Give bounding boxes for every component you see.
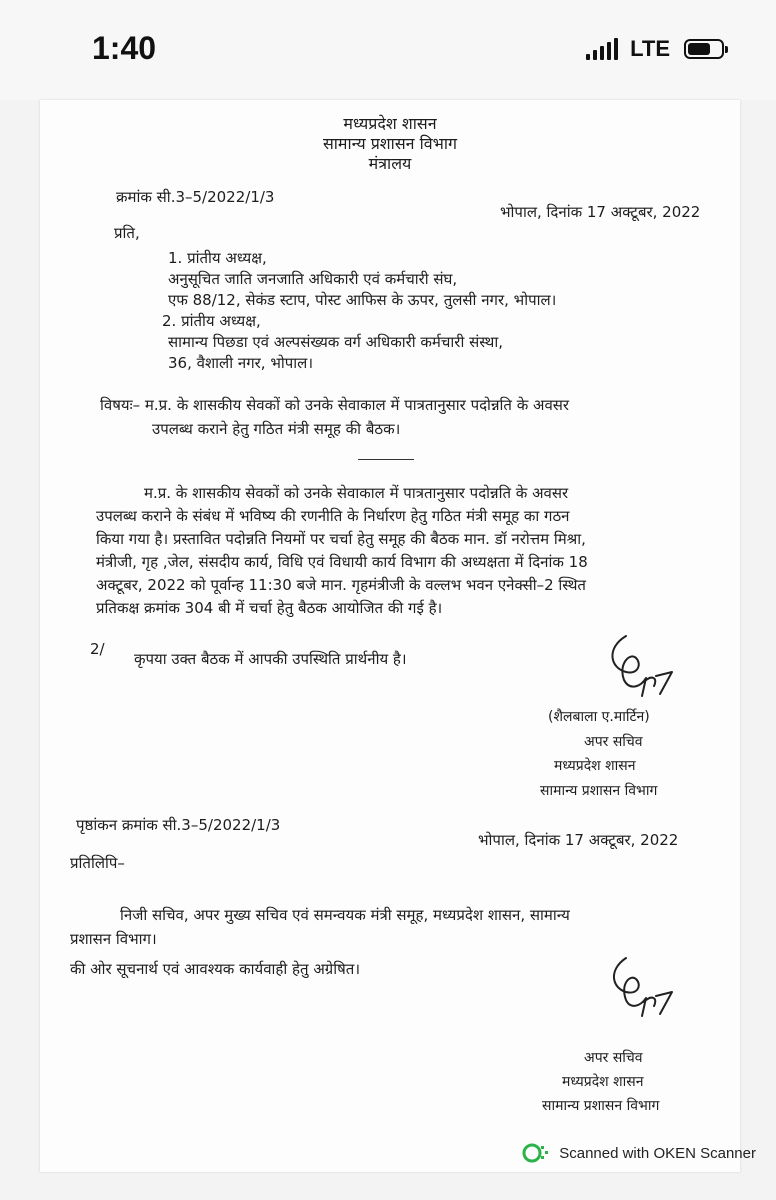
status-bar xyxy=(0,0,776,100)
battery-icon xyxy=(684,39,724,59)
scanner-text: Scanned with OKEN Scanner xyxy=(559,1144,756,1162)
signatory2-office: मध्यप्रदेश शासन xyxy=(562,1074,644,1090)
recipient-line: 2. प्रांतीय अध्यक्ष, xyxy=(162,312,261,330)
signatory-name: (शैलबाला ए.मार्टिन) xyxy=(548,709,650,725)
body-line: प्रतिकक्ष क्रमांक 304 बी में चर्चा हेतु बैठक आयोजित की गई है। xyxy=(96,599,443,617)
signatory-office: मध्यप्रदेश शासन xyxy=(554,758,636,774)
addressee-label: प्रति, xyxy=(114,224,140,242)
endorsement-date: भोपाल, दिनांक 17 अक्टूबर, 2022 xyxy=(478,831,679,849)
copy-body-line: प्रशासन विभाग। xyxy=(70,930,157,948)
status-indicators xyxy=(586,36,724,62)
signatory2-designation: अपर सचिव xyxy=(584,1050,643,1066)
endorsement-number: पृष्ठांकन क्रमांक सी.3–5/2022/1/3 xyxy=(76,816,281,834)
recipient-line: 36, वैशाली नगर, भोपाल। xyxy=(168,354,314,372)
header-line-3: मंत्रालय xyxy=(368,154,412,173)
subject-line: उपलब्ध कराने हेतु गठित मंत्री समूह की बैठक। xyxy=(152,420,401,438)
recipient-line: एफ 88/12, सेकंड स्टाप, पोस्ट आफिस के ऊपर, तुलसी नगर, भोपाल। xyxy=(168,291,557,309)
recipient-line: सामान्य पिछडा एवं अल्पसंख्यक वर्ग अधिकारी कर्मचारी संस्था, xyxy=(168,333,504,351)
body-line: उपलब्ध कराने के संबंध में भविष्य की रणनीति के निर्धारण हेतु गठित मंत्री समूह का गठन xyxy=(96,507,570,525)
recipient-line: अनुसूचित जाति जनजाति अधिकारी एवं कर्मचारी संघ, xyxy=(168,270,458,288)
oken-scanner-logo-icon xyxy=(521,1142,551,1164)
body-line: म.प्र. के शासकीय सेवकों को उनके सेवाकाल में पात्रतानुसार पदोन्नति के अवसर xyxy=(144,484,569,502)
signatory-department: सामान्य प्रशासन विभाग xyxy=(540,783,658,799)
body-line: किया गया है। प्रस्तावित पदोन्नति नियमों पर चर्चा हेतु समूह की बैठक मान. डॉ नरोत्तम मिश्रा, xyxy=(96,530,586,548)
copy-body-line: निजी सचिव, अपर मुख्य सचिव एवं समन्वयक मंत्री समूह, मध्यप्रदेश शासन, सामान्य xyxy=(120,906,570,924)
ref-number: क्रमांक सी.3–5/2022/1/3 xyxy=(116,188,275,206)
body-line: अक्टूबर, 2022 को पूर्वान्ह 11:30 बजे मान. गृहमंत्रीजी के वल्लभ भवन एनेक्सी–2 स्थित xyxy=(96,576,586,594)
place-date: भोपाल, दिनांक 17 अक्टूबर, 2022 xyxy=(500,203,701,221)
scanner-watermark xyxy=(521,1142,756,1164)
signal-icon xyxy=(586,38,618,60)
network-label: LTE xyxy=(630,36,670,61)
recipient-line: 1. प्रांतीय अध्यक्ष, xyxy=(168,249,267,267)
signature-image xyxy=(600,952,684,1022)
paragraph-number: 2/ xyxy=(90,640,105,658)
paragraph-2: कृपया उक्त बैठक में आपकी उपस्थिति प्रार्थनीय है। xyxy=(134,650,407,668)
signatory-designation: अपर सचिव xyxy=(584,734,643,750)
header-line-1: मध्यप्रदेश शासन xyxy=(343,114,437,133)
subject-line: विषयः– म.प्र. के शासकीय सेवकों को उनके सेवाकाल में पात्रतानुसार पदोन्नति के अवसर xyxy=(100,396,570,414)
status-time: 1:40 xyxy=(92,30,157,66)
signature-image xyxy=(596,628,686,702)
body-line: मंत्रीजी, गृह ,जेल, संसदीय कार्य, विधि एवं विधायी कार्य विभाग की अध्यक्षता में दिनांक 18 xyxy=(96,553,588,571)
divider xyxy=(358,459,414,460)
signatory2-department: सामान्य प्रशासन विभाग xyxy=(542,1098,660,1114)
header-line-2: सामान्य प्रशासन विभाग xyxy=(322,134,458,153)
letter-page xyxy=(40,100,740,1172)
copy-to-label: प्रतिलिपि– xyxy=(70,854,125,872)
copy-body-line: की ओर सूचनार्थ एवं आवश्यक कार्यवाही हेतु अग्रेषित। xyxy=(70,960,361,978)
